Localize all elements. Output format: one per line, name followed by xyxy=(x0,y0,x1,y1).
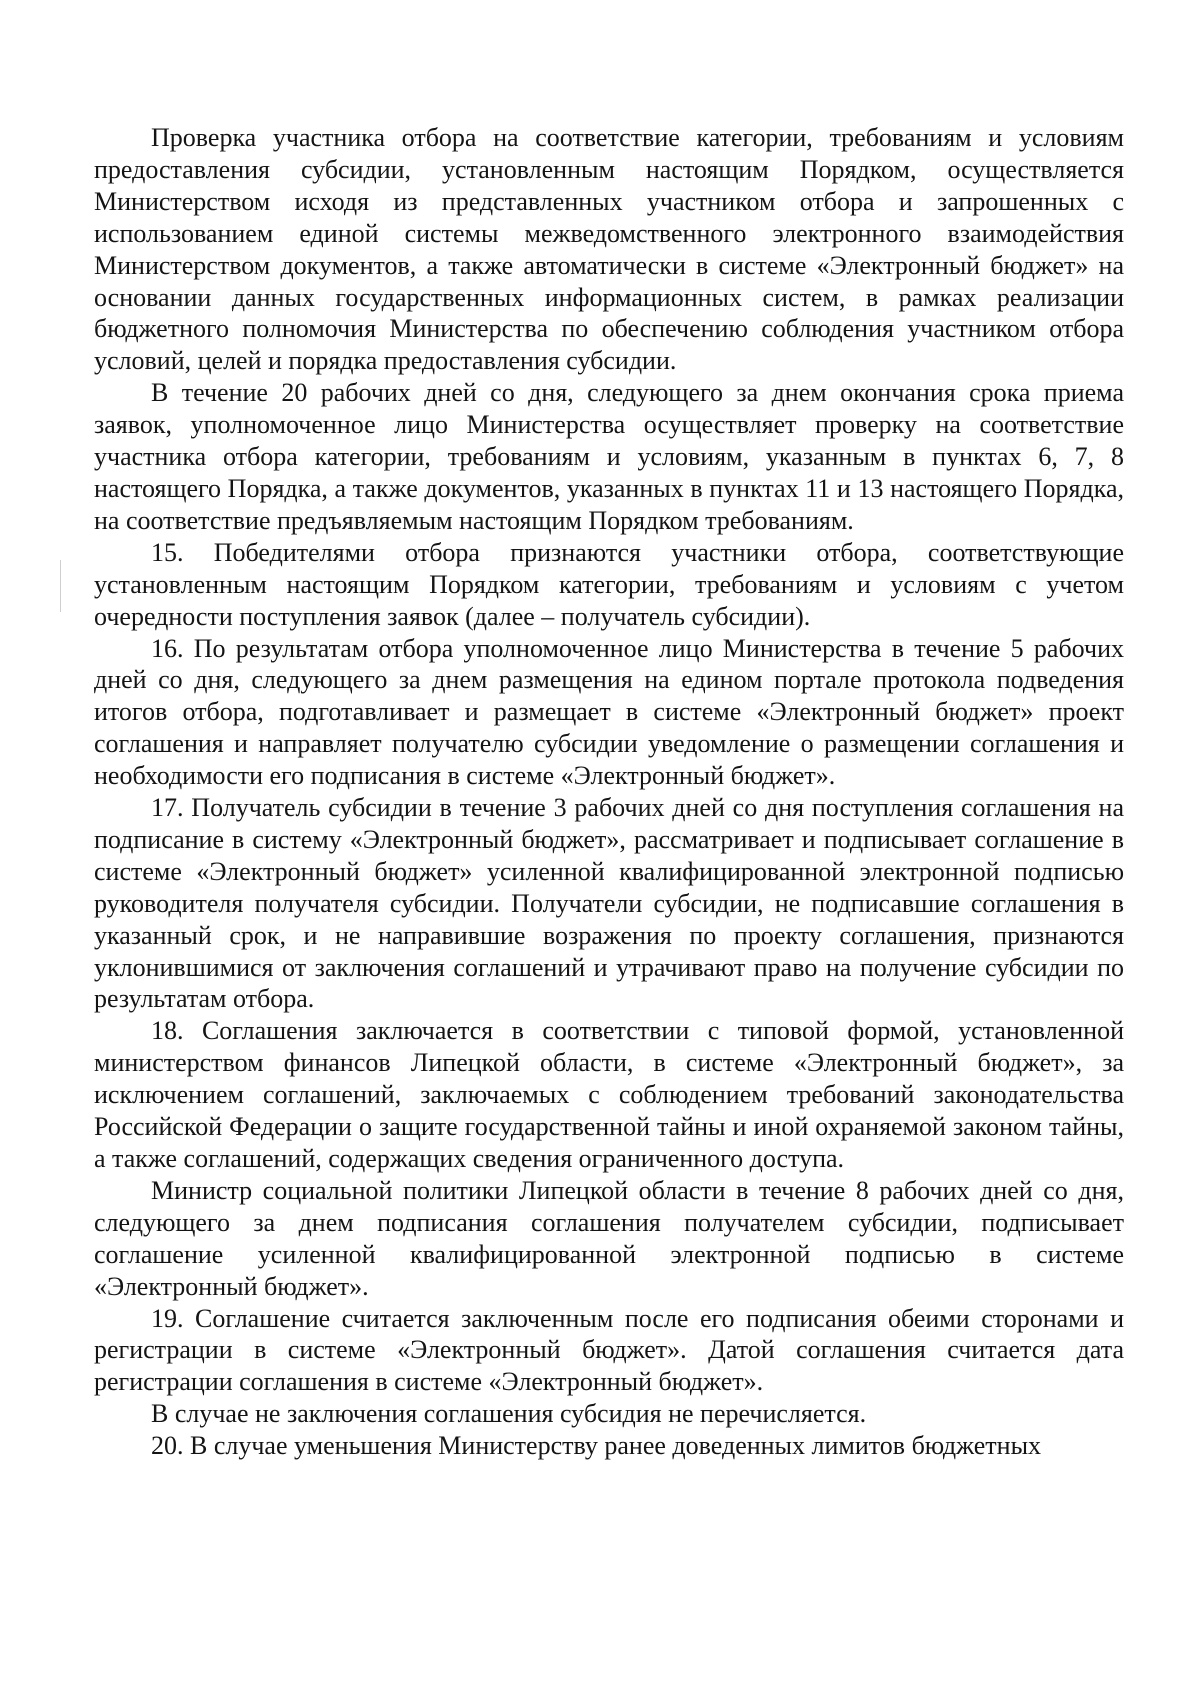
paragraph-17: 17. Получатель субсидии в течение 3 рабочих дней со дня поступления соглашения на подписание в систему «Электронный бюджет», рассматривает и подписывает соглашение в системе «Электронный бюджет» усиленной квалифицированной электронной подписью руководителя получателя субсидии. Получатели субсидии, не подписавшие соглашения в указанный срок, и не направившие возражения по проекту соглашения, признаются уклонившимися от заключения соглашений и утрачивают право на получение субсидии по результатам отбора. xyxy=(94,793,1124,1014)
paragraph-19: 19. Соглашение считается заключенным после его подписания обеими сторонами и регистрации в системе «Электронный бюджет». Датой соглашения считается дата регистрации соглашения в системе «Электронный бюджет». xyxy=(94,1303,1124,1397)
paragraph-verification: Проверка участника отбора на соответствие категории, требованиям и условиям предоставления субсидии, установленным настоящим Порядком, осуществляется Министерством исходя из представленных участником отбора и запрошенных с использованием единой системы межведомственного электронного взаимодействия Министерством документов, а также автоматически в системе «Электронный бюджет» на основании данных государственных информационных систем, в рамках реализации бюджетного полномочия Министерства по обеспечению соблюдения участником отбора условий, целей и порядка предоставления субсидии. xyxy=(94,123,1124,376)
paragraph-20: 20. В случае уменьшения Министерству ранее доведенных лимитов бюджетных xyxy=(151,1431,1042,1461)
paragraph-18: 18. Соглашения заключается в соответствии с типовой формой, установленной министерством финансов Липецкой области, в системе «Электронный бюджет», за исключением соглашений, заключаемых с соблюдением требований законодательства Российской Федерации о защите государственной тайны и иной охраняемой законом тайны, а также соглашений, содержащих сведения ограниченного доступа. xyxy=(94,1016,1124,1173)
paragraph-review-period: В течение 20 рабочих дней со дня, следующего за днем окончания срока приема заявок, уполномоченное лицо Министерства осуществляет проверку на соответствие участника отбора категории, требованиям и условиям, указанным в пунктах 6, 7, 8 настоящего Порядка, а также документов, указанных в пунктах 11 и 13 настоящего Порядка, на соответствие предъявляемым настоящим Порядком требованиям. xyxy=(94,378,1124,535)
paragraph-no-agreement: В случае не заключения соглашения субсидия не перечисляется. xyxy=(151,1399,867,1429)
paragraph-16: 16. По результатам отбора уполномоченное лицо Министерства в течение 5 рабочих дней со дня, следующего за днем размещения на едином портале протокола подведения итогов отбора, подготавливает и размещает в системе «Электронный бюджет» проект соглашения и направляет получателю субсидии уведомление о размещении соглашения и необходимости его подписания в системе «Электронный бюджет». xyxy=(94,633,1124,791)
paragraph-15: 15. Победителями отбора признаются участники отбора, соответствующие установленным настоящим Порядком категории, требованиям и условиям с учетом очередности поступления заявок (далее – получатель субсидии). xyxy=(94,537,1124,631)
scan-margin-mark xyxy=(60,560,61,612)
document-body xyxy=(94,122,1124,1462)
paragraph-minister-signing: Министр социальной политики Липецкой области в течение 8 рабочих дней со дня, следующего за днем подписания соглашения получателем субсидии, подписывает соглашение усиленной квалифицированной электронной подписью в системе «Электронный бюджет». xyxy=(94,1175,1124,1301)
